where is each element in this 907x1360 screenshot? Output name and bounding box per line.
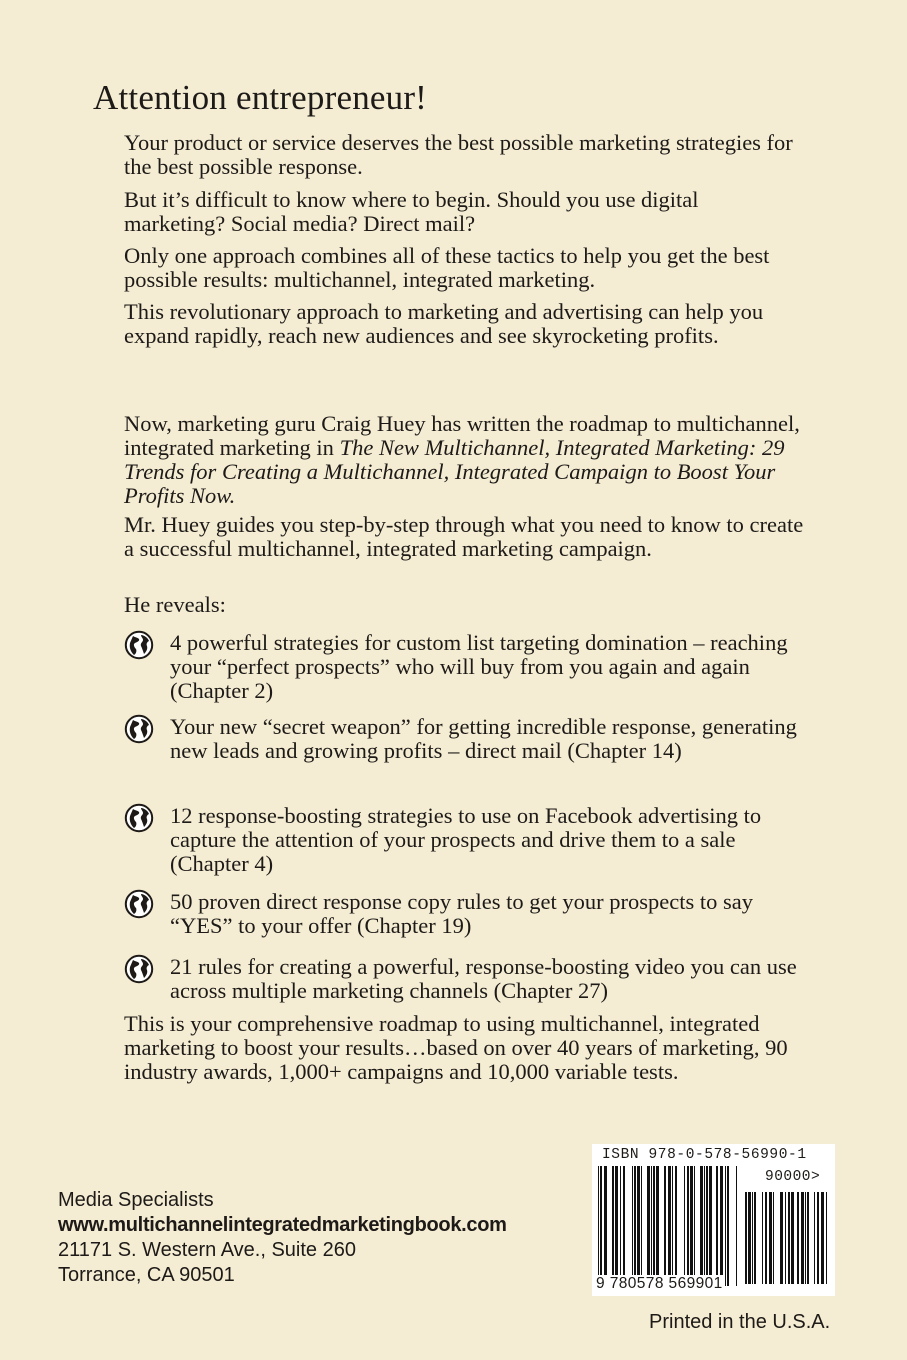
barcode-bar: [615, 1166, 618, 1286]
barcode-bar: [817, 1192, 819, 1284]
reveals-label: He reveals:: [124, 592, 226, 617]
barcode-bar: [668, 1166, 671, 1286]
guide-paragraph: Mr. Huey guides you step-by-step through what you need to know to create a successful multichannel, integrated marketing campaign.: [124, 512, 804, 561]
barcode-bar: [805, 1192, 806, 1284]
printed-in-label: Printed in the U.S.A.: [649, 1311, 831, 1333]
barcode-bar: [694, 1166, 695, 1286]
barcode-bar: [656, 1166, 659, 1286]
barcode-bar: [637, 1166, 640, 1286]
intro-paragraph-1: Your product or service deserves the best possible marketing strategies for the best possible response.: [124, 130, 793, 179]
intro-paragraph-3: Only one approach combines all of these tactics to help you get the best possible results: multichannel, integrated marketing.: [124, 243, 770, 292]
barcode-bar: [700, 1166, 703, 1286]
bullet-text: Your new “secret weapon” for getting incredible response, generating new leads and growing profits – direct mail (Chapter 14): [170, 714, 797, 763]
intro-paragraph-2: But it’s difficult to know where to begin. Should you use digital marketing? Social media? Direct mail?: [124, 187, 699, 236]
barcode-bar: [651, 1166, 652, 1286]
barcode-bar: [788, 1192, 790, 1284]
barcode-bar: [748, 1192, 751, 1284]
roadmap-paragraph: [124, 412, 804, 508]
barcode-bar: [762, 1192, 763, 1284]
barcode-bar: [807, 1192, 809, 1284]
barcode-bar: [826, 1192, 827, 1284]
barcode-bar: [752, 1192, 753, 1284]
barcode-bar: [612, 1166, 614, 1286]
barcode-bar: [687, 1166, 689, 1286]
price-code: 90000>: [765, 1169, 821, 1185]
barcode-bar: [709, 1166, 712, 1286]
barcode-bar: [727, 1166, 729, 1286]
bullet-text: 50 proven direct response copy rules to get your prospects to say “YES” to your offer (Chapter 19): [170, 889, 753, 938]
publisher-url[interactable]: www.multichannelintegratedmarketingbook.com: [58, 1214, 507, 1236]
barcode-bar: [634, 1166, 636, 1286]
bullet-text: 4 powerful strategies for custom list targeting domination – reaching your “perfect prospects” who will buy from you again and again (Chapter 2): [170, 630, 788, 703]
barcode-bar: [641, 1166, 642, 1286]
barcode-bar: [684, 1166, 685, 1286]
barcode-bar: [632, 1166, 633, 1286]
barcode-bar: [706, 1166, 708, 1286]
publisher-name: Media Specialists: [58, 1189, 214, 1211]
barcode-bar: [754, 1192, 756, 1284]
barcode-bar: [736, 1166, 737, 1286]
bullet-text: 12 response-boosting strategies to use on Facebook advertising to capture the attention of your prospects and drive them to a sale (Chapter 4): [170, 803, 762, 876]
bullet-text: 21 rules for creating a powerful, response-boosting video you can use across multiple marketing channels (Chapter 27): [170, 954, 797, 1003]
headline: Attention entrepreneur!: [93, 78, 428, 117]
publisher-block: [58, 1188, 507, 1288]
closing-paragraph: This is your comprehensive roadmap to using multichannel, integrated marketing to boost your results…based on over 40 years of marketing, 90 industry awards, 1,000+ campaigns and 10,000 variable tests.: [124, 1011, 788, 1084]
barcode-bar: [623, 1166, 625, 1286]
barcode-bar: [745, 1192, 747, 1284]
barcode-bar: [675, 1166, 677, 1286]
barcode-bar: [797, 1192, 799, 1284]
barcode-bar: [690, 1166, 693, 1286]
barcode-bar: [600, 1166, 602, 1286]
barcode-bar: [604, 1166, 607, 1286]
barcode-digits: 9 780578 569901: [596, 1275, 723, 1292]
globe-icon: [124, 803, 154, 833]
barcode-bar: [791, 1192, 794, 1284]
barcode-bar: [664, 1166, 666, 1286]
publisher-address-line2: Torrance, CA 90501: [58, 1264, 235, 1286]
globe-icon: [124, 630, 154, 660]
book-title: The New Multichannel, Integrated Marketing: 29 Trends for Creating a Multichannel, Integrated Campaign to Boost Your Profits Now.: [124, 435, 785, 508]
barcode-bar: [725, 1166, 726, 1286]
barcode-bar: [785, 1192, 786, 1284]
barcode-bar: [773, 1192, 774, 1284]
barcode-bars: [592, 1144, 835, 1296]
globe-icon: [124, 714, 154, 744]
publisher-address-line1: 21171 S. Western Ave., Suite 260: [58, 1239, 356, 1261]
barcode-bar: [716, 1166, 718, 1286]
intro-paragraph-4: This revolutionary approach to marketing and advertising can help you expand rapidly, reach new audiences and see skyrocketing profits.: [124, 299, 764, 348]
barcode-bar: [704, 1166, 705, 1286]
barcode-bar: [672, 1166, 673, 1286]
isbn-label: ISBN 978-0-578-56990-1: [602, 1147, 807, 1163]
barcode-bar: [769, 1192, 772, 1284]
barcode-bar: [620, 1166, 621, 1286]
barcode-bar: [647, 1166, 650, 1286]
barcode-bar: [814, 1192, 815, 1284]
barcode-bar: [598, 1166, 599, 1286]
barcode-bar: [765, 1192, 767, 1284]
isbn-barcode: [592, 1144, 835, 1296]
barcode-bar: [653, 1166, 655, 1286]
roadmap-lead: Now, marketing guru Craig Huey has written the roadmap to multichannel, integrated marketing in: [124, 411, 800, 460]
barcode-bar: [801, 1192, 804, 1284]
globe-icon: [124, 889, 154, 919]
globe-icon: [124, 954, 154, 984]
barcode-bar: [821, 1192, 824, 1284]
barcode-bar: [780, 1192, 783, 1284]
barcode-bar: [720, 1166, 723, 1286]
